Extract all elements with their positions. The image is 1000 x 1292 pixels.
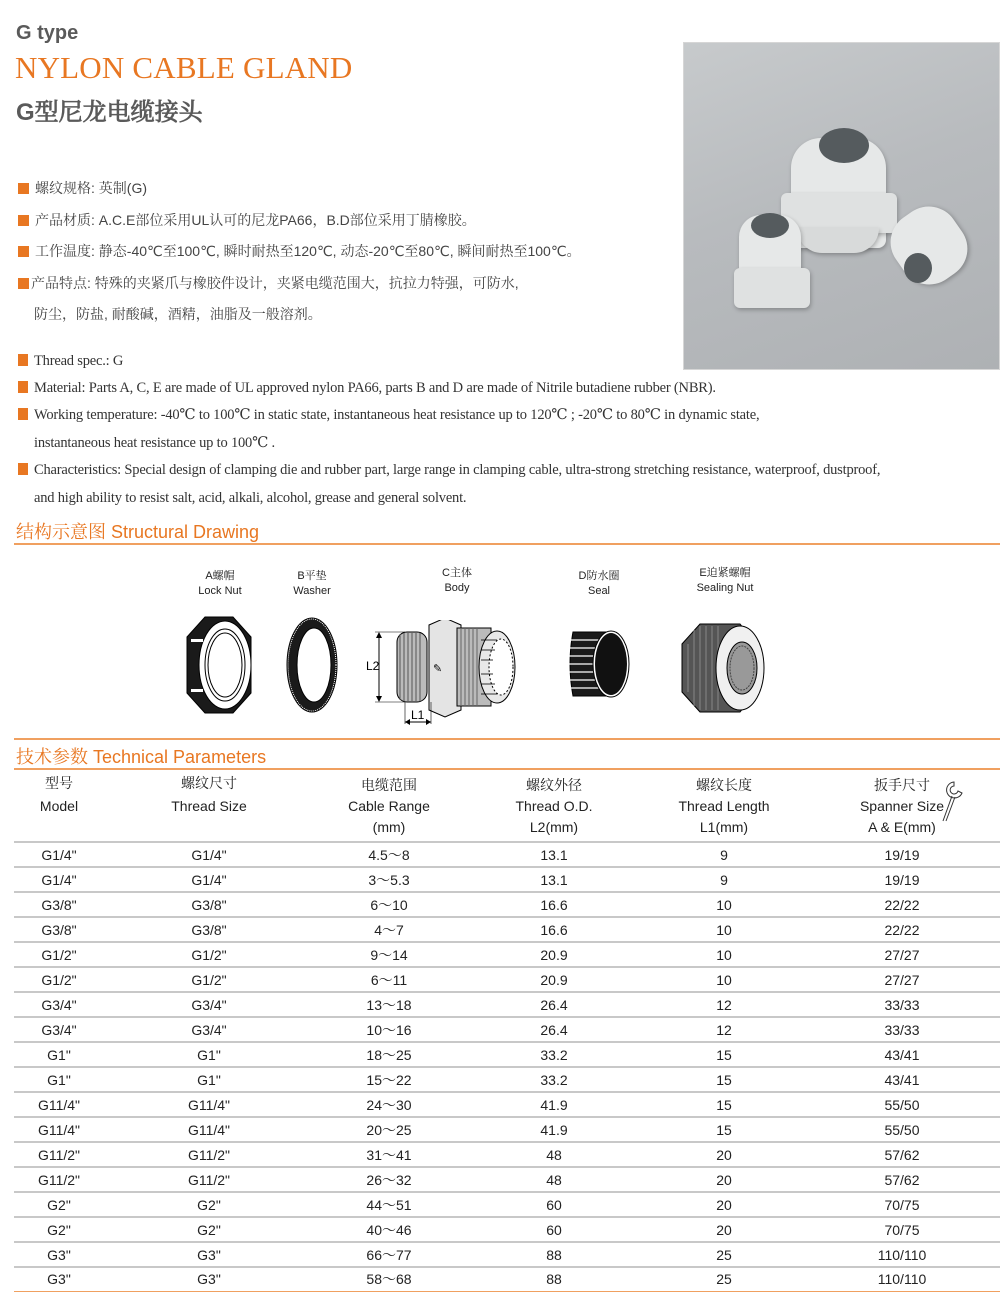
- table-row: [14, 917, 1000, 942]
- en-spec-temperature-cont: instantaneous heat resistance up to 100℃ .: [34, 435, 275, 451]
- column-header-thread-size: 螺纹尺寸 Thread Size: [104, 770, 314, 842]
- cell-thread-size: G3": [104, 1242, 314, 1267]
- cell-thread-length: 10: [644, 942, 804, 967]
- cell-model: G1/4": [14, 842, 104, 867]
- cell-cable-range: 3～5.3: [314, 867, 464, 892]
- table-row: [14, 1192, 1000, 1217]
- cell-thread-length: 25: [644, 1242, 804, 1267]
- bullet-square-icon: [18, 278, 29, 289]
- cell-thread-od: 13.1: [464, 842, 644, 867]
- cell-model: G3": [14, 1267, 104, 1292]
- column-header-spanner-size: 扳手尺寸 Spanner Size A & E(mm): [804, 770, 1000, 842]
- body-drawing: [365, 620, 525, 730]
- table-row: [14, 892, 1000, 917]
- cell-thread-od: 33.2: [464, 1067, 644, 1092]
- cn-spec-thread: 螺纹规格: 英制(G): [18, 178, 147, 198]
- cell-spanner-size: 70/75: [804, 1217, 1000, 1242]
- bullet-square-icon: [18, 246, 29, 257]
- cell-model: G1": [14, 1042, 104, 1067]
- cell-model: G1/4": [14, 867, 104, 892]
- cell-thread-length: 20: [644, 1192, 804, 1217]
- gland-large-seal: [819, 128, 869, 163]
- lock-nut-drawing: [185, 615, 255, 715]
- table-row: [14, 1242, 1000, 1267]
- product-photo: [683, 42, 1000, 370]
- cn-spec-features: 产品特点: 特殊的夹紧爪与橡胶件设计，夹紧电缆范围大，抗拉力特强，可防水,: [18, 273, 519, 293]
- cell-model: G11/4": [14, 1092, 104, 1117]
- table-row: [14, 867, 1000, 892]
- table-row: [14, 1042, 1000, 1067]
- cell-thread-size: G2": [104, 1192, 314, 1217]
- cell-thread-size: G11/4": [104, 1117, 314, 1142]
- cell-cable-range: 6～10: [314, 892, 464, 917]
- seal-drawing: [565, 628, 635, 700]
- table-row: [14, 942, 1000, 967]
- cell-thread-length: 10: [644, 917, 804, 942]
- bullet-square-icon: [18, 463, 28, 475]
- part-label-body: C主体 Body: [442, 567, 472, 594]
- cell-thread-length: 12: [644, 1017, 804, 1042]
- cn-spec-material: 产品材质: A.C.E部位采用UL认可的尼龙PA66，B.D部位采用丁腈橡胶。: [18, 210, 476, 230]
- spanner-icon: [940, 779, 966, 823]
- cell-model: G1/2": [14, 942, 104, 967]
- cell-thread-length: 15: [644, 1117, 804, 1142]
- part-label-seal: D防水圈 Seal: [578, 570, 620, 597]
- cell-cable-range: 31～41: [314, 1142, 464, 1167]
- table-row: [14, 1142, 1000, 1167]
- cn-spec-temperature: 工作温度: 静态-40℃至100℃, 瞬时耐热至120℃, 动态-20℃至80℃, 瞬间耐热至100℃。: [18, 241, 581, 261]
- cell-thread-length: 10: [644, 892, 804, 917]
- bullet-square-icon: [18, 381, 28, 393]
- cell-cable-range: 24～30: [314, 1092, 464, 1117]
- cell-thread-od: 16.6: [464, 917, 644, 942]
- cell-cable-range: 40～46: [314, 1217, 464, 1242]
- gland-small-seal: [751, 213, 789, 238]
- cell-thread-size: G3/4": [104, 992, 314, 1017]
- bullet-square-icon: [18, 408, 28, 420]
- cell-model: G1": [14, 1067, 104, 1092]
- table-row: [14, 1017, 1000, 1042]
- cell-thread-od: 26.4: [464, 992, 644, 1017]
- table-row: [14, 967, 1000, 992]
- en-spec-thread: Thread spec.: G: [18, 353, 123, 370]
- cell-cable-range: 44～51: [314, 1192, 464, 1217]
- cell-thread-length: 9: [644, 867, 804, 892]
- cell-cable-range: 4.5～8: [314, 842, 464, 867]
- cell-cable-range: 20～25: [314, 1117, 464, 1142]
- cell-thread-length: 15: [644, 1042, 804, 1067]
- cell-thread-size: G1/4": [104, 842, 314, 867]
- cell-thread-length: 20: [644, 1167, 804, 1192]
- gland-large-thread: [797, 228, 879, 253]
- table-row: [14, 1267, 1000, 1292]
- cell-spanner-size: 22/22: [804, 917, 1000, 942]
- cell-thread-od: 88: [464, 1242, 644, 1267]
- cell-spanner-size: 27/27: [804, 967, 1000, 992]
- cell-thread-size: G2": [104, 1217, 314, 1242]
- en-spec-characteristics-cont: and high ability to resist salt, acid, alkali, alcohol, grease and general solvent.: [34, 490, 467, 506]
- section-divider: [14, 738, 1000, 740]
- table-row: [14, 1117, 1000, 1142]
- cell-thread-od: 33.2: [464, 1042, 644, 1067]
- cell-spanner-size: 70/75: [804, 1192, 1000, 1217]
- cell-thread-length: 15: [644, 1067, 804, 1092]
- cell-thread-size: G1/2": [104, 942, 314, 967]
- cell-thread-od: 20.9: [464, 967, 644, 992]
- cell-thread-od: 13.1: [464, 867, 644, 892]
- cell-cable-range: 6～11: [314, 967, 464, 992]
- cell-cable-range: 13～18: [314, 992, 464, 1017]
- washer-drawing: [285, 615, 340, 715]
- cell-spanner-size: 57/62: [804, 1167, 1000, 1192]
- table-row: [14, 842, 1000, 867]
- cell-spanner-size: 19/19: [804, 842, 1000, 867]
- cell-spanner-size: 43/41: [804, 1067, 1000, 1092]
- dim-label-l2: L2: [366, 659, 380, 673]
- cell-thread-size: G3/8": [104, 917, 314, 942]
- column-header-cable-range: 电缆范围 Cable Range (mm): [314, 770, 464, 842]
- cell-thread-od: 41.9: [464, 1117, 644, 1142]
- technical-parameters-table: [14, 770, 1000, 1292]
- cell-model: G3": [14, 1242, 104, 1267]
- cell-thread-od: 60: [464, 1192, 644, 1217]
- cell-thread-length: 25: [644, 1267, 804, 1292]
- cell-spanner-size: 110/110: [804, 1267, 1000, 1292]
- cell-thread-size: G1/4": [104, 867, 314, 892]
- en-spec-characteristics: Characteristics: Special design of clamping die and rubber part, large range in clamping cable, ultra-strong stretching resistance, waterproof, dustproof,: [18, 462, 880, 479]
- cn-spec-features-cont: 防尘，防盐, 耐酸碱，酒精，油脂及一般溶剂。: [34, 306, 322, 322]
- cell-cable-range: 15～22: [314, 1067, 464, 1092]
- cell-cable-range: 18～25: [314, 1042, 464, 1067]
- column-header-thread-length: 螺纹长度 Thread Length L1(mm): [644, 770, 804, 842]
- gland-small-base: [734, 268, 810, 308]
- cell-spanner-size: 33/33: [804, 1017, 1000, 1042]
- sealing-nut-drawing: [678, 620, 768, 715]
- page-title: NYLON CABLE GLAND: [15, 50, 353, 85]
- cell-thread-od: 41.9: [464, 1092, 644, 1117]
- cell-model: G3/8": [14, 892, 104, 917]
- column-header-thread-od: 螺纹外径 Thread O.D. L2(mm): [464, 770, 644, 842]
- table-header-row: [14, 770, 1000, 842]
- section-divider: [14, 543, 1000, 545]
- cell-model: G3/8": [14, 917, 104, 942]
- cell-cable-range: 10～16: [314, 1017, 464, 1042]
- dim-label-l1: L1: [411, 708, 425, 722]
- cell-thread-size: G1": [104, 1067, 314, 1092]
- cell-thread-length: 15: [644, 1092, 804, 1117]
- cell-cable-range: 4～7: [314, 917, 464, 942]
- cell-model: G11/2": [14, 1167, 104, 1192]
- cell-thread-od: 20.9: [464, 942, 644, 967]
- cell-model: G11/2": [14, 1142, 104, 1167]
- cell-thread-size: G11/2": [104, 1167, 314, 1192]
- cell-thread-od: 60: [464, 1217, 644, 1242]
- en-spec-temperature: Working temperature: -40℃ to 100℃ in static state, instantaneous heat resistance up to 120℃ ; -20℃ to 80℃ in dynamic state,: [18, 407, 759, 424]
- part-label-sealing-nut: E迫紧螺帽 Sealing Nut: [696, 567, 754, 594]
- en-spec-material: Material: Parts A, C, E are made of UL approved nylon PA66, parts B and D are made of Nitrile butadiene rubber (NBR).: [18, 380, 716, 397]
- cell-thread-size: G3/8": [104, 892, 314, 917]
- cell-spanner-size: 57/62: [804, 1142, 1000, 1167]
- cell-spanner-size: 19/19: [804, 867, 1000, 892]
- cell-thread-length: 20: [644, 1142, 804, 1167]
- cell-spanner-size: 22/22: [804, 892, 1000, 917]
- cell-thread-size: G11/2": [104, 1142, 314, 1167]
- table-row: [14, 1067, 1000, 1092]
- cell-thread-size: G11/4": [104, 1092, 314, 1117]
- cell-thread-size: G3": [104, 1267, 314, 1292]
- page-title-cn: G型尼龙电缆接头: [16, 99, 203, 126]
- cell-thread-length: 12: [644, 992, 804, 1017]
- cell-model: G2": [14, 1192, 104, 1217]
- part-label-washer: B平垫 Washer: [293, 570, 331, 597]
- cell-thread-od: 16.6: [464, 892, 644, 917]
- bullet-square-icon: [18, 354, 28, 366]
- cell-thread-od: 48: [464, 1167, 644, 1192]
- cell-cable-range: 26～32: [314, 1167, 464, 1192]
- cell-thread-length: 9: [644, 842, 804, 867]
- table-row: [14, 1167, 1000, 1192]
- cell-cable-range: 9～14: [314, 942, 464, 967]
- cell-thread-size: G1/2": [104, 967, 314, 992]
- cell-spanner-size: 33/33: [804, 992, 1000, 1017]
- table-row: [14, 1217, 1000, 1242]
- cell-thread-od: 48: [464, 1142, 644, 1167]
- cell-thread-length: 20: [644, 1217, 804, 1242]
- cell-thread-od: 88: [464, 1267, 644, 1292]
- cell-spanner-size: 43/41: [804, 1042, 1000, 1067]
- type-label: G type: [16, 22, 79, 44]
- cell-model: G3/4": [14, 1017, 104, 1042]
- bullet-square-icon: [18, 215, 29, 226]
- cell-thread-size: G3/4": [104, 1017, 314, 1042]
- column-header-model: 型号 Model: [14, 770, 104, 842]
- structural-drawing-title: 结构示意图 Structural Drawing: [16, 522, 260, 542]
- cell-spanner-size: 55/50: [804, 1092, 1000, 1117]
- cell-thread-od: 26.4: [464, 1017, 644, 1042]
- gland-lying-seal: [904, 253, 932, 283]
- cell-cable-range: 66～77: [314, 1242, 464, 1267]
- cell-spanner-size: 110/110: [804, 1242, 1000, 1267]
- wrench-icon: ✎: [433, 663, 443, 675]
- table-row: [14, 1092, 1000, 1117]
- cell-model: G3/4": [14, 992, 104, 1017]
- technical-parameters-title: 技术参数 Technical Parameters: [16, 747, 267, 767]
- cell-spanner-size: 55/50: [804, 1117, 1000, 1142]
- cell-spanner-size: 27/27: [804, 942, 1000, 967]
- cell-cable-range: 58～68: [314, 1267, 464, 1292]
- cell-thread-size: G1": [104, 1042, 314, 1067]
- cell-model: G1/2": [14, 967, 104, 992]
- cell-model: G11/4": [14, 1117, 104, 1142]
- table-row: [14, 992, 1000, 1017]
- bullet-square-icon: [18, 183, 29, 194]
- cell-model: G2": [14, 1217, 104, 1242]
- part-label-lock-nut: A螺帽 Lock Nut: [198, 570, 242, 597]
- cell-thread-length: 10: [644, 967, 804, 992]
